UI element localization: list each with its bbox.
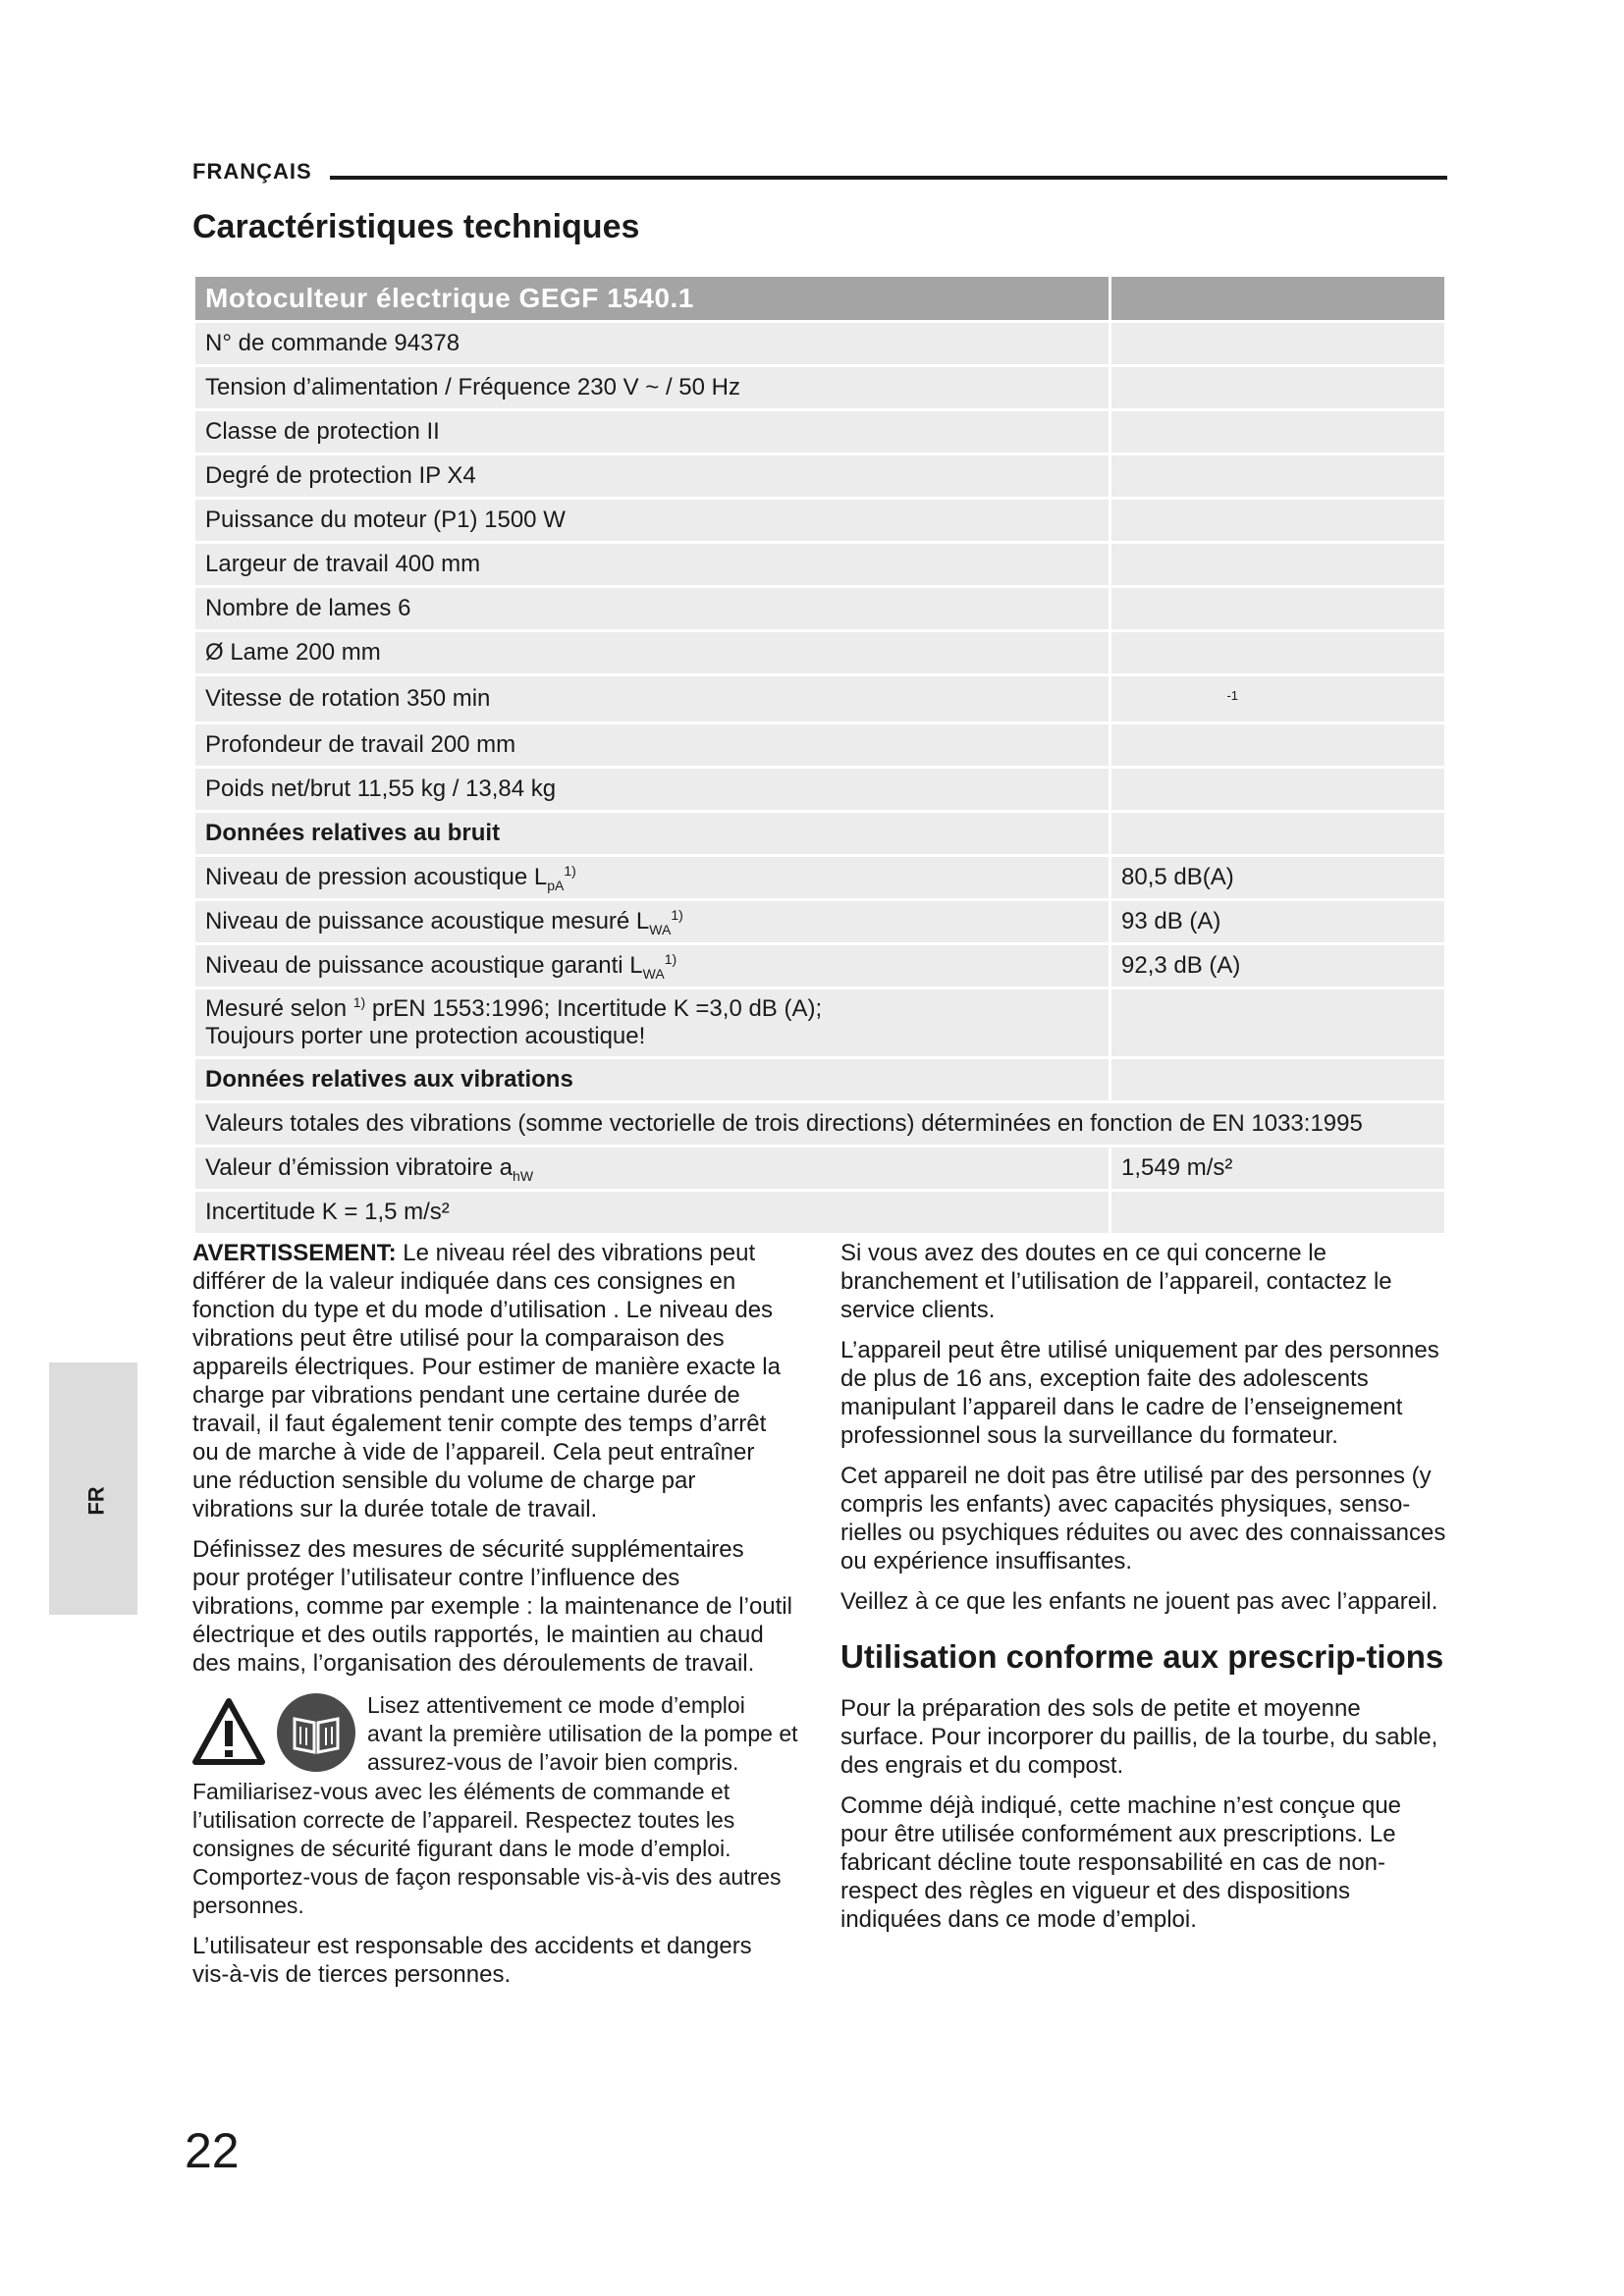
table-row — [194, 675, 1446, 723]
measured-standard: prEN 1553:1996; Incertitude K =3,0 dB (A); — [365, 995, 823, 1022]
specs-header-empty — [1110, 276, 1446, 322]
row-value — [1110, 543, 1446, 587]
row-label: Puissance du moteur (P1) 1500 W — [194, 499, 1110, 543]
row-value — [1110, 631, 1446, 675]
left-column — [192, 1239, 798, 2001]
row-value — [1110, 366, 1446, 410]
header-rule — [330, 176, 1447, 180]
rotation-unit-exponent: -1 — [1226, 688, 1238, 703]
table-row — [194, 988, 1446, 1058]
table-row — [194, 1147, 1446, 1191]
emission-label: Valeur d’émission vibratoire a — [205, 1154, 514, 1181]
table-row — [194, 499, 1446, 543]
table-row — [194, 723, 1446, 768]
table-row — [194, 1102, 1446, 1147]
noise-sub: WA — [642, 965, 665, 982]
capabilities-paragraph: Cet appareil ne doit pas être utilisé par des personnes (y compris les enfants) avec capacités physiques, senso-rielles ou psychiques réduites ou avec des connaissances ou expérience insuffisantes. — [840, 1463, 1446, 1575]
row-label: Poids net/brut 11,55 kg / 13,84 kg — [194, 768, 1110, 812]
measured-line-2: Toujours porter une protection acoustique! — [205, 1023, 646, 1049]
row-value — [1110, 454, 1446, 499]
read-manual-block — [192, 1691, 798, 1778]
responsibility-paragraph: L’utilisateur est responsable des accidents et dangers vis-à-vis de tierces personnes. — [192, 1933, 752, 1988]
noise-footnote: 1) — [664, 951, 677, 967]
vibration-totals: Valeurs totales des vibrations (somme vectorielle de trois directions) déterminées en fonction de EN 1033:1995 — [194, 1102, 1446, 1147]
measured-label: Mesuré selon — [205, 995, 348, 1022]
language-side-tab — [49, 1362, 137, 1615]
table-row — [194, 454, 1446, 499]
row-label: Ø Lame 200 mm — [194, 631, 1110, 675]
liability-paragraph: Comme déjà indiqué, cette machine n’est conçue que pour être utilisée conformément aux prescriptions. Le fabricant décline toute responsabilité en cas de non-respect des règles en vigueur et des dispositions indiquées dans ce mode d’emploi. — [840, 1792, 1402, 1933]
warning-label: AVERTISSEMENT: — [192, 1240, 397, 1266]
table-row — [194, 944, 1446, 988]
header-language: FRANÇAIS — [192, 159, 312, 184]
row-value — [1110, 1058, 1446, 1102]
row-value — [1110, 768, 1446, 812]
noise-heading: Données relatives au bruit — [194, 812, 1110, 856]
row-value — [1110, 587, 1446, 631]
row-value — [1110, 410, 1446, 454]
vibration-heading: Données relatives aux vibrations — [194, 1058, 1110, 1102]
familiarize-paragraph: Familiarisez-vous avec les éléments de commande et l’utilisation correcte de l’appareil. Respectez toutes les consignes de sécurité figurant dans le mode d’emploi. Comportez-vous de façon responsable vis-à-vis des autres personnes. — [192, 1779, 782, 1918]
row-value: 1,549 m/s² — [1110, 1147, 1446, 1191]
noise-label: Niveau de puissance acoustique garanti L — [205, 952, 643, 979]
section-title: Caractéristiques techniques — [192, 208, 640, 245]
row-label: Largeur de travail 400 mm — [194, 543, 1110, 587]
noise-footnote: 1) — [671, 907, 683, 923]
row-label — [194, 856, 1110, 900]
noise-label: Niveau de puissance acoustique mesuré L — [205, 908, 650, 934]
read-manual-text: Lisez attentivement ce mode d’emploi avant la première utilisation de la pompe et assurez-vous de l’avoir bien compris. — [367, 1692, 798, 1775]
warning-text: Le niveau réel des vibrations peut différer de la valeur indiquée dans ces consignes en fonction du type et du mode d’utilisation . Le niveau des vibrations peut être utilisé pour la comparaison des appareils électriques. Pour estimer de manière exacte la charge par vibrations pendant une certaine durée de travail, il faut également tenir compte des temps d’arrêt ou de marche à vide de l’appareil. Cela peut entraîner une réduction sensible du volume de charge par vibrations sur la durée totale de travail. — [192, 1240, 781, 1522]
warning-paragraph — [192, 1239, 793, 1523]
row-value: 93 dB (A) — [1110, 900, 1446, 944]
row-label: Vitesse de rotation 350 min — [194, 675, 1110, 723]
specs-table — [192, 274, 1447, 1236]
noise-label: Niveau de pression acoustique L — [205, 864, 548, 890]
noise-footnote: 1) — [564, 863, 576, 879]
intended-use-paragraph: Pour la préparation des sols de petite et moyenne surface. Pour incorporer du paillis, de la tourbe, du sable, des engrais et du compost. — [840, 1695, 1438, 1779]
row-value — [1110, 723, 1446, 768]
noise-heading-row — [194, 812, 1446, 856]
safety-measures-paragraph: Définissez des mesures de sécurité supplémentaires pour protéger l’utilisateur contre l’influence des vibrations, comme par exemple : la maintenance de l’outil électrique et des outils rapportés, le maintien au chaud des mains, l’organisation des déroulements de travail. — [192, 1536, 792, 1677]
right-column — [840, 1239, 1449, 1946]
row-value — [1110, 322, 1446, 366]
row-label: Classe de protection II — [194, 410, 1110, 454]
age-paragraph: L’appareil peut être utilisé uniquement par des personnes de plus de 16 ans, exception faite des adolescents manipulant l’appareil dans le cadre de l’enseignement professionnel sous la surveillance du formateur. — [840, 1337, 1439, 1449]
row-value — [1110, 812, 1446, 856]
row-value: 92,3 dB (A) — [1110, 944, 1446, 988]
row-label: Nombre de lames 6 — [194, 587, 1110, 631]
table-row — [194, 900, 1446, 944]
row-label: Tension d’alimentation / Fréquence 230 V ~ / 50 Hz — [194, 366, 1110, 410]
row-value — [1110, 675, 1446, 723]
children-paragraph: Veillez à ce que les enfants ne jouent pas avec l’appareil. — [840, 1588, 1438, 1615]
row-label: Profondeur de travail 200 mm — [194, 723, 1110, 768]
side-tab-label: FR — [83, 1486, 109, 1516]
table-row — [194, 1191, 1446, 1235]
noise-sub: pA — [547, 877, 565, 893]
doubts-paragraph: Si vous avez des doutes en ce qui concerne le branchement et l’utilisation de l’appareil, contactez le service clients. — [840, 1240, 1392, 1323]
uncertainty: Incertitude K = 1,5 m/s² — [194, 1191, 1110, 1235]
table-row — [194, 587, 1446, 631]
specs-table-header — [194, 276, 1446, 322]
row-value — [1110, 1191, 1446, 1235]
table-row — [194, 631, 1446, 675]
table-row — [194, 410, 1446, 454]
warning-triangle-icon — [192, 1697, 265, 1766]
vibration-heading-row — [194, 1058, 1446, 1102]
row-label: Degré de protection IP X4 — [194, 454, 1110, 499]
row-value: 80,5 dB(A) — [1110, 856, 1446, 900]
row-value — [1110, 988, 1446, 1058]
measured-footnote: 1) — [352, 994, 366, 1010]
table-row — [194, 322, 1446, 366]
measured-cell — [194, 988, 1110, 1058]
row-label — [194, 900, 1110, 944]
table-row — [194, 768, 1446, 812]
measured-line-1 — [205, 995, 1099, 1023]
row-label — [194, 944, 1110, 988]
table-row — [194, 366, 1446, 410]
row-label — [194, 1147, 1110, 1191]
table-row — [194, 543, 1446, 587]
noise-sub: WA — [649, 921, 672, 937]
table-row — [194, 856, 1446, 900]
emission-sub: hW — [513, 1167, 534, 1184]
row-label: N° de commande 94378 — [194, 322, 1110, 366]
intended-use-heading: Utilisation conforme aux prescrip-tions — [840, 1638, 1444, 1675]
page-number: 22 — [185, 2123, 240, 2178]
read-manual-icon — [275, 1691, 357, 1774]
row-value — [1110, 499, 1446, 543]
specs-title: Motoculteur électrique GEGF 1540.1 — [194, 276, 1110, 322]
